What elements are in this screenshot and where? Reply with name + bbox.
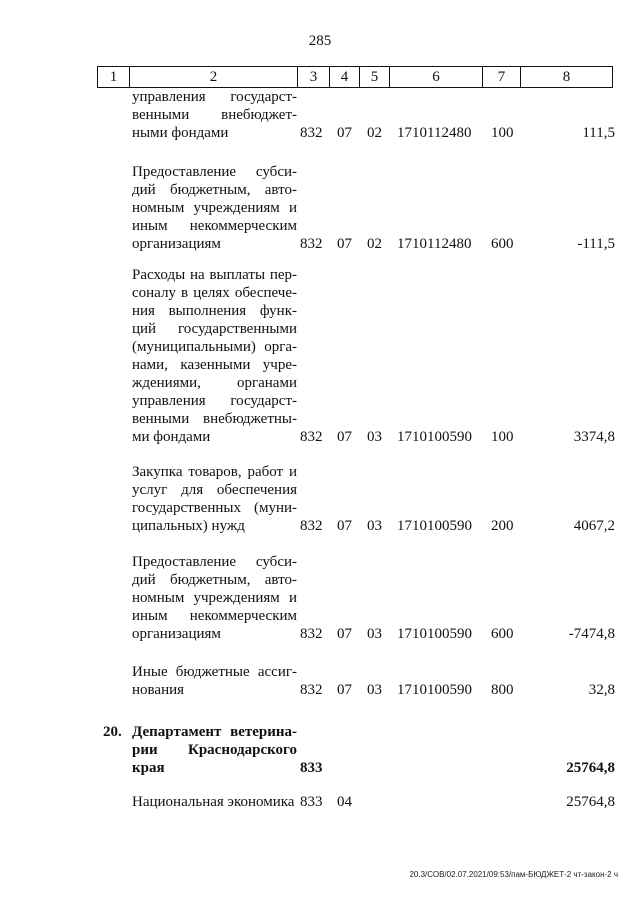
row-description: Иные бюджетные ассиг- нования: [132, 664, 297, 698]
cell-col-5: 02: [367, 125, 382, 141]
cell-col-6: 1710100590: [397, 429, 472, 445]
cell-col-5: 03: [367, 682, 382, 698]
column-header-4: 4: [330, 67, 360, 88]
column-header-2: 2: [130, 67, 298, 88]
cell-col-4: 07: [337, 236, 352, 252]
cell-col-7: 600: [491, 626, 514, 642]
row-description: Расходы на выплаты пер- соналу в целях обеспече- ния выполнения функ- ций государственными (муниципальными) орга- нами, казенными учре- ждениями, органами управления государст- венными внебюджетны- ми фондами: [132, 267, 297, 445]
cell-col-8: -111,5: [577, 236, 615, 252]
cell-col-7: 600: [491, 236, 514, 252]
cell-col-3: 832: [300, 429, 323, 445]
column-header-3: 3: [298, 67, 330, 88]
cell-col-4: 07: [337, 125, 352, 141]
cell-col-3: 833: [300, 760, 323, 776]
cell-col-5: 03: [367, 429, 382, 445]
row-description: управления государст- венными внебюджет- ными фондами: [132, 89, 297, 141]
cell-col-6: 1710100590: [397, 682, 472, 698]
row-description: Департамент ветерина- рии Краснодарского края: [132, 724, 297, 776]
row-description: Закупка товаров, работ и услуг для обеспечения государственных (муни- ципальных) нужд: [132, 464, 297, 534]
cell-col-8: 111,5: [582, 125, 615, 141]
cell-col-4: 07: [337, 626, 352, 642]
cell-col-8: 32,8: [588, 682, 615, 698]
cell-col-5: 03: [367, 518, 382, 534]
cell-col-6: 1710112480: [397, 236, 472, 252]
cell-col-6: 1710100590: [397, 626, 472, 642]
cell-col-5: 03: [367, 626, 382, 642]
column-header-6: 6: [390, 67, 483, 88]
cell-col-4: 04: [337, 794, 352, 810]
cell-col-7: 100: [491, 429, 514, 445]
column-header-8: 8: [521, 67, 613, 88]
cell-col-4: 07: [337, 429, 352, 445]
cell-col-6: 1710112480: [397, 125, 472, 141]
cell-col-8: 25764,8: [566, 760, 615, 776]
cell-col-8: 4067,2: [573, 518, 615, 534]
column-header-1: 1: [98, 67, 130, 88]
cell-col-3: 833: [300, 794, 323, 810]
cell-col-8: -7474,8: [568, 626, 615, 642]
row-description: Национальная экономика: [132, 794, 295, 810]
row-description: Предоставление субси- дий бюджетным, авто- номным учреждениям и иным некоммерческим организациям: [132, 164, 297, 252]
row-number: 20.: [103, 724, 122, 740]
cell-col-8: 25764,8: [566, 794, 615, 810]
cell-col-3: 832: [300, 125, 323, 141]
cell-col-3: 832: [300, 626, 323, 642]
cell-col-7: 200: [491, 518, 514, 534]
cell-col-5: 02: [367, 236, 382, 252]
footer-stamp: 20.3/СОВ/02.07.2021/09:53/пам-БЮДЖЕТ-2 чт-закон-2 ч: [409, 870, 618, 879]
cell-col-4: 07: [337, 682, 352, 698]
cell-col-6: 1710100590: [397, 518, 472, 534]
column-header-7: 7: [483, 67, 521, 88]
column-header-row: [97, 66, 613, 88]
row-description: Предоставление субси- дий бюджетным, авто- номным учреждениям и иным некоммерческим организациям: [132, 554, 297, 642]
cell-col-7: 800: [491, 682, 514, 698]
cell-col-3: 832: [300, 518, 323, 534]
cell-col-8: 3374,8: [573, 429, 615, 445]
cell-col-3: 832: [300, 682, 323, 698]
column-header-5: 5: [360, 67, 390, 88]
page-number: 285: [308, 33, 332, 49]
cell-col-4: 07: [337, 518, 352, 534]
cell-col-7: 100: [491, 125, 514, 141]
cell-col-3: 832: [300, 236, 323, 252]
